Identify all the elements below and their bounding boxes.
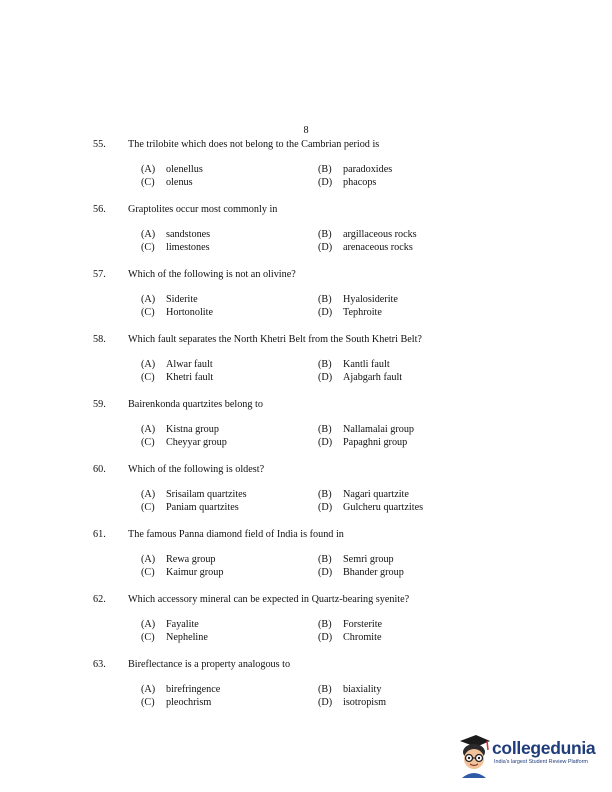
option-text: argillaceous rocks <box>343 229 417 240</box>
option-text: phacops <box>343 177 377 188</box>
question-text: The famous Panna diamond field of India is found in <box>128 529 344 540</box>
option-text: Forsterite <box>343 619 383 630</box>
option-label: (C) <box>141 502 155 513</box>
option-item <box>318 567 404 578</box>
option-label: (B) <box>318 164 332 175</box>
option-text: Kistna group <box>166 424 219 435</box>
option-text: Hyalosiderite <box>343 294 398 305</box>
option-text: Tephroite <box>343 307 382 318</box>
graduate-mascot-icon <box>456 732 492 778</box>
option-label: (D) <box>318 697 333 708</box>
option-label: (C) <box>141 697 155 708</box>
option-text: Nallamalai group <box>343 424 415 435</box>
option-item <box>318 177 376 188</box>
option-item <box>318 294 398 305</box>
option-text: arenaceous rocks <box>343 242 413 253</box>
question-text: Which fault separates the North Khetri Belt from the South Khetri Belt? <box>128 334 422 345</box>
question-number: 56. <box>93 204 106 215</box>
option-item <box>318 554 394 565</box>
question-number: 57. <box>93 269 106 280</box>
option-label: (B) <box>318 424 332 435</box>
option-text: Nepheline <box>166 632 208 643</box>
question-number: 59. <box>93 399 106 410</box>
option-item <box>141 359 213 370</box>
option-item <box>141 294 198 305</box>
option-item <box>318 684 381 695</box>
logo-wordmark: collegedunia <box>492 738 596 758</box>
option-item <box>141 554 216 565</box>
option-item <box>141 619 199 630</box>
option-text: paradoxides <box>343 164 393 175</box>
option-label: (D) <box>318 242 333 253</box>
option-item <box>318 164 392 175</box>
option-text: biaxiality <box>343 684 382 695</box>
option-text: olenellus <box>166 164 203 175</box>
option-label: (B) <box>318 489 332 500</box>
option-label: (D) <box>318 372 333 383</box>
option-text: limestones <box>166 242 210 253</box>
option-item <box>141 164 203 175</box>
option-item <box>141 632 208 643</box>
option-label: (A) <box>141 684 156 695</box>
option-text: Gulcheru quartzites <box>343 502 424 513</box>
question-text: Which accessory mineral can be expected in Quartz-bearing syenite? <box>128 594 410 605</box>
option-label: (C) <box>141 437 155 448</box>
option-label: (D) <box>318 307 333 318</box>
option-label: (A) <box>141 164 156 175</box>
option-label: (C) <box>141 372 155 383</box>
option-item <box>141 437 227 448</box>
option-text: Semri group <box>343 554 394 565</box>
question-text: Bireflectance is a property analogous to <box>128 659 291 670</box>
option-item <box>141 684 220 695</box>
option-text: Siderite <box>166 294 198 305</box>
option-item <box>141 489 247 500</box>
option-text: Khetri fault <box>166 372 214 383</box>
option-label: (A) <box>141 554 156 565</box>
option-item <box>318 619 382 630</box>
question-text: Which of the following is oldest? <box>128 464 265 475</box>
option-text: pleochrism <box>166 697 212 708</box>
option-text: Rewa group <box>166 554 216 565</box>
question-number: 62. <box>93 594 106 605</box>
option-item <box>318 307 382 318</box>
option-label: (A) <box>141 424 156 435</box>
option-item <box>141 502 239 513</box>
option-item <box>141 229 210 240</box>
option-item <box>318 502 423 513</box>
option-label: (D) <box>318 567 333 578</box>
option-item <box>318 437 407 448</box>
option-text: Bhander group <box>343 567 404 578</box>
option-label: (D) <box>318 502 333 513</box>
question-number: 61. <box>93 529 106 540</box>
option-text: isotropism <box>343 697 387 708</box>
question-number: 55. <box>93 139 106 150</box>
option-item <box>318 359 390 370</box>
option-text: Srisailam quartzites <box>166 489 247 500</box>
option-label: (C) <box>141 632 155 643</box>
option-label: (A) <box>141 359 156 370</box>
option-item <box>141 177 193 188</box>
option-item <box>318 424 414 435</box>
option-item <box>141 424 219 435</box>
question-text: The trilobite which does not belong to the Cambrian period is <box>128 139 380 150</box>
option-item <box>141 372 213 383</box>
option-item <box>141 567 223 578</box>
option-label: (A) <box>141 229 156 240</box>
option-label: (B) <box>318 359 332 370</box>
option-text: Fayalite <box>166 619 199 630</box>
option-label: (A) <box>141 489 156 500</box>
option-item <box>141 697 211 708</box>
option-label: (A) <box>141 294 156 305</box>
option-text: Kaimur group <box>166 567 224 578</box>
page-number: 8 <box>303 125 309 136</box>
question-text: Which of the following is not an olivine? <box>128 269 296 280</box>
option-text: Cheyyar group <box>166 437 227 448</box>
option-item <box>318 372 402 383</box>
option-label: (B) <box>318 684 332 695</box>
option-label: (B) <box>318 619 332 630</box>
option-label: (C) <box>141 567 155 578</box>
option-item <box>141 307 213 318</box>
option-label: (B) <box>318 229 332 240</box>
question-text: Graptolites occur most commonly in <box>128 204 278 215</box>
option-text: sandstones <box>166 229 211 240</box>
option-label: (D) <box>318 632 333 643</box>
option-label: (C) <box>141 242 155 253</box>
option-item <box>318 242 413 253</box>
option-text: Hortonolite <box>166 307 213 318</box>
option-text: birefringence <box>166 684 221 695</box>
option-label: (D) <box>318 437 333 448</box>
option-label: (C) <box>141 177 155 188</box>
option-label: (C) <box>141 307 155 318</box>
option-label: (B) <box>318 554 332 565</box>
option-text: Papaghni group <box>343 437 408 448</box>
option-item <box>318 489 409 500</box>
option-text: Nagari quartzite <box>343 489 409 500</box>
option-text: Ajabgarh fault <box>343 372 403 383</box>
question-number: 58. <box>93 334 106 345</box>
option-item <box>318 229 417 240</box>
collegedunia-logo[interactable] <box>456 730 604 780</box>
option-label: (B) <box>318 294 332 305</box>
option-label: (A) <box>141 619 156 630</box>
option-text: Paniam quartzites <box>166 502 239 513</box>
option-text: Alwar fault <box>166 359 213 370</box>
logo-tagline: India's largest Student Review Platform <box>494 759 588 765</box>
question-text: Bairenkonda quartzites belong to <box>128 399 263 410</box>
option-item <box>141 242 210 253</box>
option-item <box>318 697 386 708</box>
question-number: 60. <box>93 464 106 475</box>
option-item <box>318 632 381 643</box>
question-number: 63. <box>93 659 106 670</box>
option-label: (D) <box>318 177 333 188</box>
option-text: Chromite <box>343 632 382 643</box>
option-text: Kantli fault <box>343 359 390 370</box>
option-text: olenus <box>166 177 193 188</box>
